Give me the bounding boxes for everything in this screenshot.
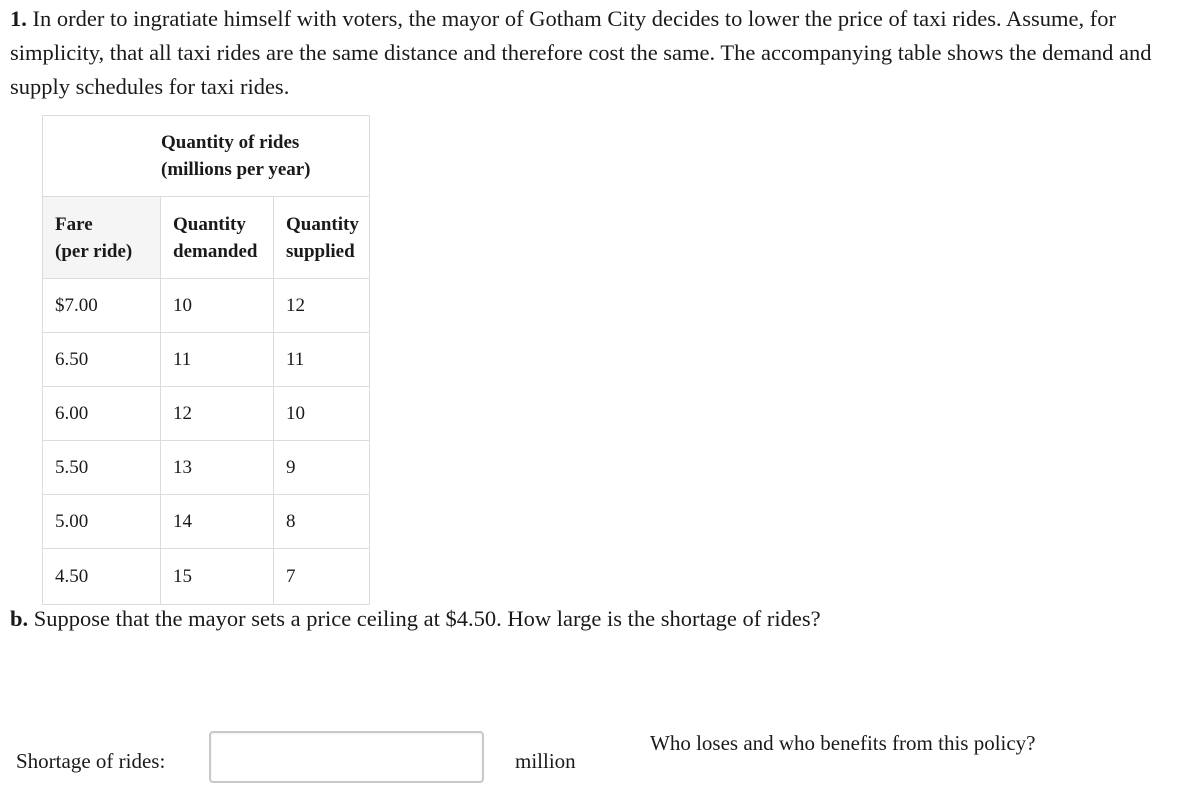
table-column-header-row xyxy=(43,197,370,279)
unit-label: million xyxy=(515,749,576,773)
fare-cell: 6.00 xyxy=(43,387,161,441)
quantity-demanded-cell: 15 xyxy=(161,549,274,605)
quantity-demanded-cell: 11 xyxy=(161,333,274,387)
column-header-demanded xyxy=(161,197,274,279)
question-intro xyxy=(10,2,1195,104)
fare-cell: $7.00 xyxy=(43,279,161,333)
table-row xyxy=(43,495,370,549)
column-header-supplied-line1: Quantity xyxy=(286,213,359,235)
fare-cell: 4.50 xyxy=(43,549,161,605)
quantity-demanded-cell: 14 xyxy=(161,495,274,549)
column-header-fare xyxy=(43,197,161,279)
question-text: In order to ingratiate himself with voters, the mayor of Gotham City decides to lower the price of taxi rides. Assume, for simplicity, that all taxi rides are the same distance and therefore cost the same. The accompanying table shows the demand and supply schedules for taxi rides. xyxy=(10,6,1152,99)
column-header-supplied-line2: supplied xyxy=(286,240,355,262)
quantity-supplied-cell: 11 xyxy=(274,333,370,387)
quantity-demanded-cell: 10 xyxy=(161,279,274,333)
quantity-demanded-cell: 13 xyxy=(161,441,274,495)
column-header-demanded-line2: demanded xyxy=(173,240,258,262)
fare-cell: 6.50 xyxy=(43,333,161,387)
quantity-supplied-cell: 9 xyxy=(274,441,370,495)
quantity-supplied-cell: 10 xyxy=(274,387,370,441)
column-header-demanded-line1: Quantity xyxy=(173,213,246,235)
quantity-supplied-cell: 12 xyxy=(274,279,370,333)
followup-question: Who loses and who benefits from this policy? xyxy=(650,731,1036,755)
column-header-fare-line2: (per ride) xyxy=(55,240,133,262)
shortage-label: Shortage of rides: xyxy=(16,749,166,773)
quantity-demanded-cell: 12 xyxy=(161,387,274,441)
group-header-line1: Quantity of rides xyxy=(161,132,300,153)
part-b-question xyxy=(10,602,821,636)
supply-demand-table xyxy=(42,115,370,605)
table-row xyxy=(43,333,370,387)
group-header xyxy=(43,116,370,197)
column-header-fare-line1: Fare xyxy=(55,213,93,235)
table-row xyxy=(43,441,370,495)
fare-cell: 5.50 xyxy=(43,441,161,495)
table-group-header-row xyxy=(43,116,370,197)
question-number: 1. xyxy=(10,6,27,31)
column-header-supplied xyxy=(274,197,370,279)
group-header-line2: (millions per year) xyxy=(161,159,311,180)
table-row xyxy=(43,387,370,441)
shortage-input[interactable] xyxy=(209,731,484,783)
part-b-label: b. xyxy=(10,606,29,631)
part-b-text: Suppose that the mayor sets a price ceiling at $4.50. How large is the shortage of rides? xyxy=(33,606,821,631)
fare-cell: 5.00 xyxy=(43,495,161,549)
table-row xyxy=(43,279,370,333)
quantity-supplied-cell: 8 xyxy=(274,495,370,549)
table-row xyxy=(43,549,370,605)
quantity-supplied-cell: 7 xyxy=(274,549,370,605)
